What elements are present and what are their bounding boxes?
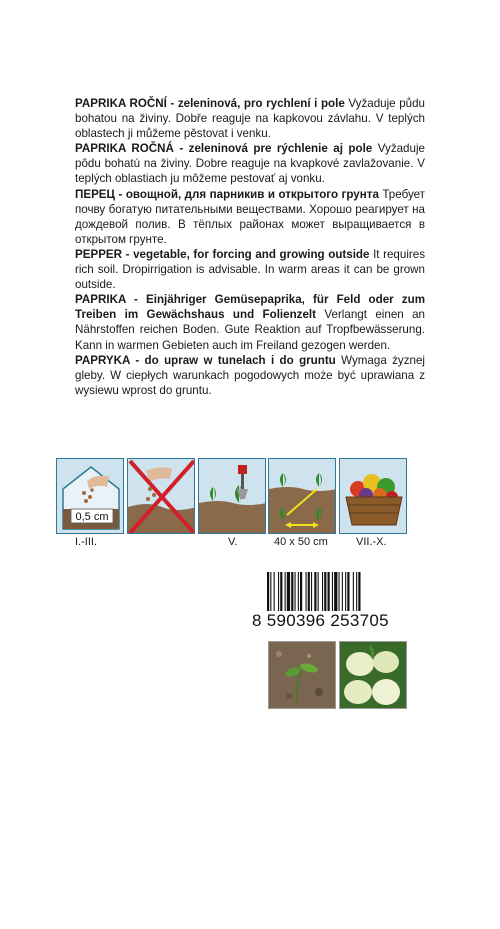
peppers-photo <box>339 641 407 709</box>
paragraph-lead: PAPRYKA - do upraw w tunelach i do gruntu <box>75 353 336 367</box>
paragraph-body: It requires rich soil. Dropirrigation is advisable. In warm areas it can be grown outside. <box>75 247 425 292</box>
sowing-depth-label: 0,5 cm <box>75 511 109 523</box>
paragraph-slovak <box>75 141 425 186</box>
plant-spacing-icon <box>268 458 336 534</box>
description-text <box>75 96 425 398</box>
greenhouse-sowing-icon <box>56 458 124 534</box>
paragraph-czech <box>75 96 425 141</box>
paragraph-body: Vyžaduje půdu bohatou na živiny. Dobře reaguje na kapkovou závlahu. V teplých oblastech ji můžeme pěstovat i venku. <box>75 97 425 141</box>
seedling-photo <box>268 641 336 709</box>
transplanting-icon <box>198 458 266 534</box>
paragraph-body: Wymaga żyznej gleby. W ciepłych warunkach pogodowych może być uprawiana z wysiewu wprost do gruntu. <box>75 353 425 397</box>
spacing-label: 40 x 50 cm <box>274 536 328 548</box>
paragraph-body: Verlangt einen an Nährstoffen reichen Boden. Gute Reaktion auf Tropfbewässerung. Kann in warmen Gebieten auch im Freiland gezogen werden. <box>75 308 425 352</box>
barcode-digits: 8 590396 253705 <box>252 611 412 631</box>
harvest-months-label: VII.-X. <box>356 536 387 548</box>
paragraph-lead: ПЕРЕЦ - овощной, для парникив и открытого грунта <box>75 187 379 201</box>
paragraph-lead: PAPRIKA ROČNÍ - zeleninová, pro rychlení i pole <box>75 97 345 110</box>
paragraph-polish <box>75 353 425 398</box>
barcode <box>265 572 405 644</box>
paragraph-body: Требует почву богатую питательными веществами. Хорошо реагирует на дождевой полив. В тёплых районах может выращивается в открытом грунте. <box>75 187 425 246</box>
paragraph-lead: PAPRIKA ROČNÁ - zeleninová pre rýchlenie aj pole <box>75 142 373 156</box>
paragraph-german <box>75 292 425 352</box>
sowing-months-label: I.-III. <box>75 536 97 548</box>
paragraph-english <box>75 247 425 292</box>
paragraph-lead: PEPPER - vegetable, for forcing and growing outside <box>75 247 370 261</box>
transplant-month-label: V. <box>228 536 238 548</box>
paragraph-russian <box>75 187 425 247</box>
direct-sowing-icon-crossed <box>127 458 195 534</box>
harvest-basket-icon <box>339 458 407 534</box>
paragraph-lead: PAPRIKA - Einjähriger Gemüsepaprika, für Feld oder zum Treiben im Gewächshaus und Folienzelt <box>75 293 425 322</box>
paragraph-body: Vyžaduje pôdu bohatú na živiny. Dobre reaguje na kvapkové zavlažovanie. V teplých oblastiach ju môžeme pestovať aj vonku. <box>75 142 425 186</box>
